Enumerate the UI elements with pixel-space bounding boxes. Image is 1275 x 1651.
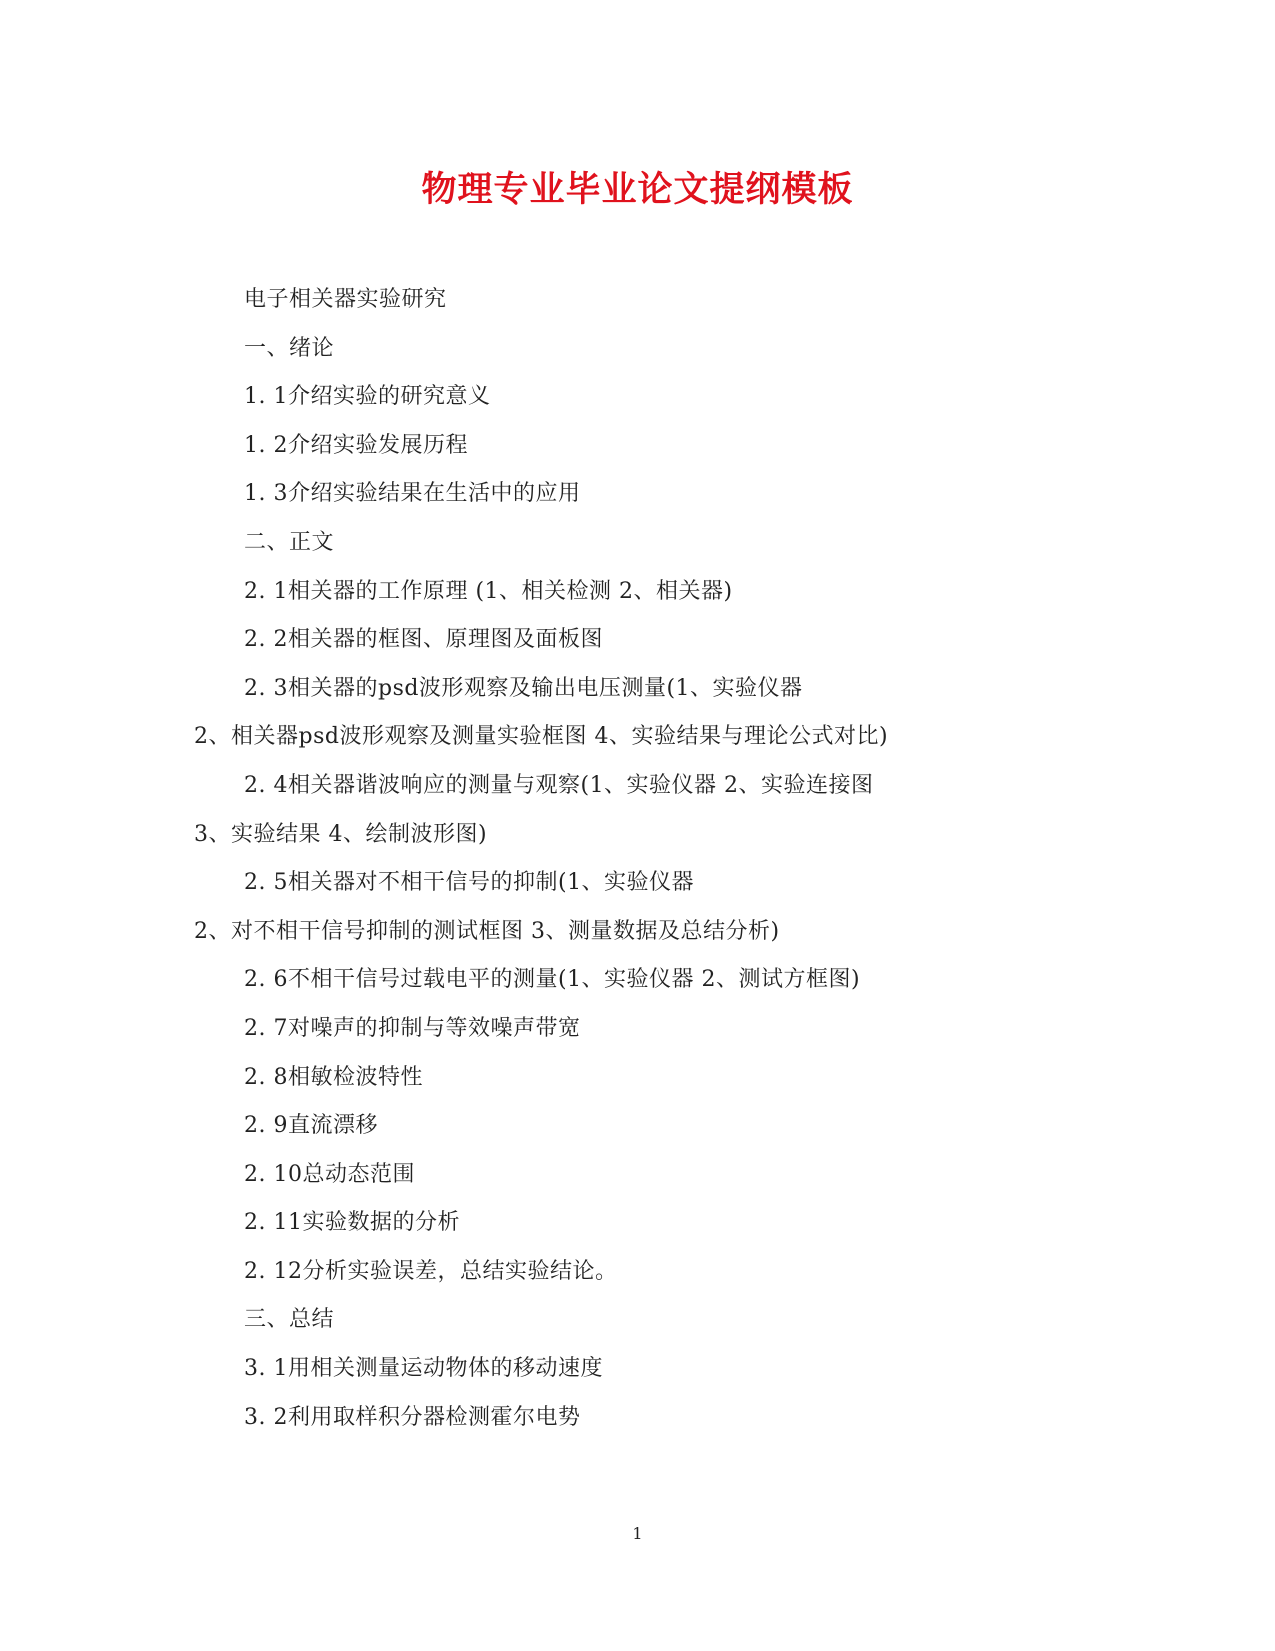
outline-line: 2. 3相关器的psd波形观察及输出电压测量(1、实验仪器 [244,675,803,701]
outline-line: 2. 10总动态范围 [244,1161,415,1187]
outline-line: 2. 11实验数据的分析 [244,1210,460,1236]
outline-line: 1. 1介绍实验的研究意义 [244,384,491,410]
outline-line: 2. 8相敏检波特性 [244,1064,423,1090]
outline-line: 3. 2利用取样积分器检测霍尔电势 [244,1404,581,1430]
document-title: 物理专业毕业论文提纲模板 [421,169,854,210]
outline-line: 1. 2介绍实验发展历程 [244,432,468,458]
outline-line-continuation: 3、实验结果 4、绘制波形图) [194,821,488,847]
outline-line: 一、绪论 [244,335,335,361]
outline-line: 2. 9直流漂移 [244,1113,378,1139]
outline-line: 2. 4相关器谐波响应的测量与观察(1、实验仪器 2、实验连接图 [244,772,874,798]
outline-line-continuation: 2、对不相干信号抑制的测试框图 3、测量数据及总结分析) [194,918,780,944]
outline-body [194,276,1074,1442]
outline-line: 2. 7对噪声的抑制与等效噪声带宽 [244,1015,581,1041]
outline-line: 2. 5相关器对不相干信号的抑制(1、实验仪器 [244,870,695,896]
outline-line-continuation: 2、相关器psd波形观察及测量实验框图 4、实验结果与理论公式对比) [194,724,889,750]
outline-line: 3. 1用相关测量运动物体的移动速度 [244,1356,603,1382]
page-number: 1 [632,1524,643,1543]
outline-line: 2. 12分析实验误差，总结实验结论。 [244,1258,618,1284]
outline-line: 二、正文 [244,529,335,555]
outline-line: 2. 6不相干信号过载电平的测量(1、实验仪器 2、测试方框图) [244,967,861,993]
outline-line: 2. 2相关器的框图、原理图及面板图 [244,627,603,653]
outline-line: 1. 3介绍实验结果在生活中的应用 [244,481,581,507]
outline-line: 2. 1相关器的工作原理 (1、相关检测 2、相关器) [244,578,733,604]
outline-line: 三、总结 [244,1307,335,1333]
outline-line: 电子相关器实验研究 [244,287,447,312]
